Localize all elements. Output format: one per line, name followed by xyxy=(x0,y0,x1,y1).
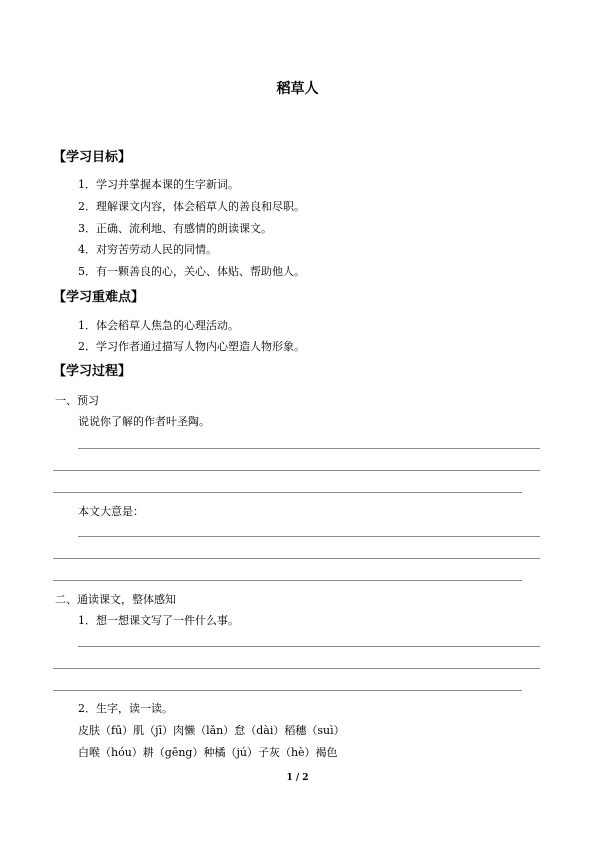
answer-line[interactable] xyxy=(53,492,522,493)
page-title: 稻草人 xyxy=(276,81,319,97)
goal-item: 4．对穷苦劳动人民的同情。 xyxy=(78,243,217,256)
answer-line[interactable] xyxy=(78,448,540,449)
part2-question-story: 1．想一想课文写了一件什么事。 xyxy=(78,614,239,627)
key-point-item: 1．体会稻草人焦急的心理活动。 xyxy=(78,319,239,332)
part1-question-summary: 本文大意是： xyxy=(78,505,144,518)
goal-item: 5．有一颗善良的心，关心、体贴、帮助他人。 xyxy=(78,265,305,278)
answer-line[interactable] xyxy=(53,558,540,559)
goal-item: 3．正确、流利地、有感情的朗读课文。 xyxy=(78,222,272,235)
section-heading-goals: 【学习目标】 xyxy=(53,150,132,165)
answer-line[interactable] xyxy=(53,470,540,471)
page-number: 1 / 2 xyxy=(286,773,309,783)
answer-line[interactable] xyxy=(53,580,522,581)
answer-line[interactable] xyxy=(53,690,522,691)
goal-item: 1．学习并掌握本课的生字新词。 xyxy=(78,178,239,191)
key-point-item: 2．学习作者通过描写人物内心塑造人物形象。 xyxy=(78,340,305,353)
part1-question-author: 说说你了解的作者叶圣陶。 xyxy=(78,415,210,428)
part1-label: 一、预习 xyxy=(55,394,99,407)
part2-question-characters: 2．生字，读一读。 xyxy=(78,702,173,715)
answer-line[interactable] xyxy=(53,668,540,669)
vocab-line: 皮肤（fū）肌（jī）肉懒（lǎn）怠（dài）稻穗（suì） xyxy=(78,724,345,737)
goal-item: 2．理解课文内容，体会稻草人的善良和尽职。 xyxy=(78,200,305,213)
answer-line[interactable] xyxy=(78,646,540,647)
section-heading-key-points: 【学习重难点】 xyxy=(53,290,145,305)
answer-line[interactable] xyxy=(78,536,540,537)
part2-label: 二、通读课文，整体感知 xyxy=(55,593,176,606)
vocab-line: 白喉（hóu）耕（gēng）种橘（jú）子灰（hè）褐色 xyxy=(78,746,338,759)
section-heading-process: 【学习过程】 xyxy=(53,364,132,379)
